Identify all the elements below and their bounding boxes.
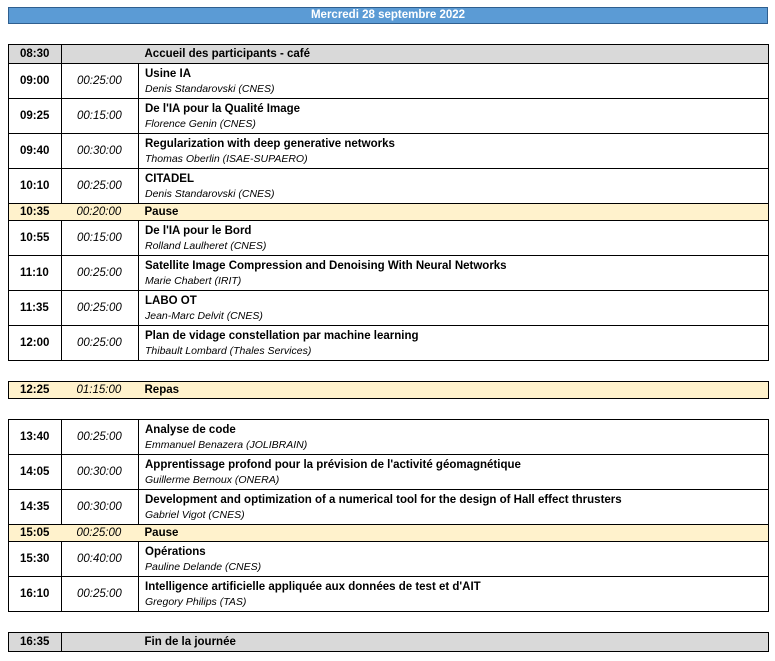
duration: 00:15:00 xyxy=(62,221,139,256)
session-cell xyxy=(139,633,769,652)
talk-row xyxy=(9,64,769,99)
duration: 00:25:00 xyxy=(62,525,139,542)
speaker-name: Marie Chabert (IRIT) xyxy=(145,274,242,287)
session-cell xyxy=(139,382,769,399)
start-time: 14:05 xyxy=(9,455,62,490)
start-time: 15:30 xyxy=(9,542,62,577)
break-row xyxy=(9,204,769,221)
speaker-name: Gregory Philips (TAS) xyxy=(145,595,247,608)
speaker-name: Guillerme Bernoux (ONERA) xyxy=(145,473,280,486)
session-cell xyxy=(139,455,769,490)
duration: 00:40:00 xyxy=(62,542,139,577)
duration: 00:30:00 xyxy=(62,455,139,490)
speaker-name: Jean-Marc Delvit (CNES) xyxy=(145,309,263,322)
talk-row xyxy=(9,99,769,134)
milestone-row xyxy=(9,45,769,64)
start-time: 16:35 xyxy=(9,633,62,652)
talk-row xyxy=(9,420,769,455)
duration: 00:25:00 xyxy=(62,256,139,291)
session-title: Opérations xyxy=(145,545,206,558)
start-time: 08:30 xyxy=(9,45,62,64)
duration: 00:20:00 xyxy=(62,204,139,221)
talk-row xyxy=(9,455,769,490)
speaker-name: Denis Standarovski (CNES) xyxy=(145,187,275,200)
speaker-name: Rolland Laulheret (CNES) xyxy=(145,239,267,252)
duration: 00:25:00 xyxy=(62,291,139,326)
session-title: Pause xyxy=(144,205,179,218)
talk-row xyxy=(9,326,769,361)
start-time: 16:10 xyxy=(9,577,62,612)
start-time: 10:10 xyxy=(9,169,62,204)
session-title: Satellite Image Compression and Denoising With Neural Networks xyxy=(145,259,507,272)
session-title: CITADEL xyxy=(145,172,194,185)
start-time: 12:00 xyxy=(9,326,62,361)
session-title: Regularization with deep generative networks xyxy=(145,137,395,150)
talk-row xyxy=(9,577,769,612)
start-time: 09:25 xyxy=(9,99,62,134)
start-time: 13:40 xyxy=(9,420,62,455)
speaker-name: Emmanuel Benazera (JOLIBRAIN) xyxy=(145,438,308,451)
speaker-name: Thibault Lombard (Thales Services) xyxy=(145,344,312,357)
session-title: Intelligence artificielle appliquée aux données de test et d'AIT xyxy=(145,580,481,593)
session-cell xyxy=(139,169,769,204)
date-header: Mercredi 28 septembre 2022 xyxy=(8,7,768,24)
session-cell xyxy=(139,326,769,361)
start-time: 11:35 xyxy=(9,291,62,326)
duration: 00:30:00 xyxy=(62,134,139,169)
session-cell xyxy=(139,291,769,326)
duration xyxy=(62,633,139,652)
speaker-name: Gabriel Vigot (CNES) xyxy=(145,508,245,521)
session-title: Fin de la journée xyxy=(144,635,236,648)
session-cell xyxy=(139,420,769,455)
start-time: 09:00 xyxy=(9,64,62,99)
talk-row xyxy=(9,256,769,291)
duration: 00:25:00 xyxy=(62,169,139,204)
duration: 00:30:00 xyxy=(62,490,139,525)
session-cell xyxy=(139,99,769,134)
session-title: Apprentissage profond pour la prévision de l'activité géomagnétique xyxy=(145,458,521,471)
duration: 00:25:00 xyxy=(62,64,139,99)
schedule-table-lunch xyxy=(8,381,769,399)
duration: 00:25:00 xyxy=(62,326,139,361)
speaker-name: Florence Genin (CNES) xyxy=(145,117,256,130)
session-title: Analyse de code xyxy=(145,423,236,436)
break-row xyxy=(9,382,769,399)
schedule-table-end xyxy=(8,632,769,652)
session-title: Usine IA xyxy=(145,67,192,80)
talk-row xyxy=(9,291,769,326)
talk-row xyxy=(9,134,769,169)
speaker-name: Pauline Delande (CNES) xyxy=(145,560,262,573)
session-cell xyxy=(139,204,769,221)
start-time: 10:55 xyxy=(9,221,62,256)
milestone-row xyxy=(9,633,769,652)
session-cell xyxy=(139,134,769,169)
talk-row xyxy=(9,169,769,204)
session-title: Plan de vidage constellation par machine learning xyxy=(145,329,419,342)
start-time: 15:05 xyxy=(9,525,62,542)
session-cell xyxy=(139,256,769,291)
session-cell xyxy=(139,45,769,64)
session-cell xyxy=(139,542,769,577)
session-title: Pause xyxy=(144,526,179,539)
duration: 00:25:00 xyxy=(62,420,139,455)
start-time: 11:10 xyxy=(9,256,62,291)
session-title: Accueil des participants - café xyxy=(144,47,311,60)
start-time: 14:35 xyxy=(9,490,62,525)
session-cell xyxy=(139,64,769,99)
session-cell xyxy=(139,221,769,256)
schedule-table-morning xyxy=(8,44,769,361)
session-title: De l'IA pour la Qualité Image xyxy=(145,102,301,115)
session-title: De l'IA pour le Bord xyxy=(145,224,252,237)
duration: 00:15:00 xyxy=(62,99,139,134)
session-title: LABO OT xyxy=(145,294,197,307)
talk-row xyxy=(9,542,769,577)
break-row xyxy=(9,525,769,542)
talk-row xyxy=(9,221,769,256)
session-cell xyxy=(139,525,769,542)
start-time: 10:35 xyxy=(9,204,62,221)
session-cell xyxy=(139,490,769,525)
schedule-table-afternoon xyxy=(8,419,769,612)
session-title: Repas xyxy=(144,383,180,396)
speaker-name: Thomas Oberlin (ISAE-SUPAERO) xyxy=(145,152,308,165)
session-title: Development and optimization of a numerical tool for the design of Hall effect thrusters xyxy=(145,493,622,506)
duration xyxy=(62,45,139,64)
start-time: 12:25 xyxy=(9,382,62,399)
duration: 00:25:00 xyxy=(62,577,139,612)
session-cell xyxy=(139,577,769,612)
duration: 01:15:00 xyxy=(62,382,139,399)
speaker-name: Denis Standarovski (CNES) xyxy=(145,82,275,95)
talk-row xyxy=(9,490,769,525)
start-time: 09:40 xyxy=(9,134,62,169)
